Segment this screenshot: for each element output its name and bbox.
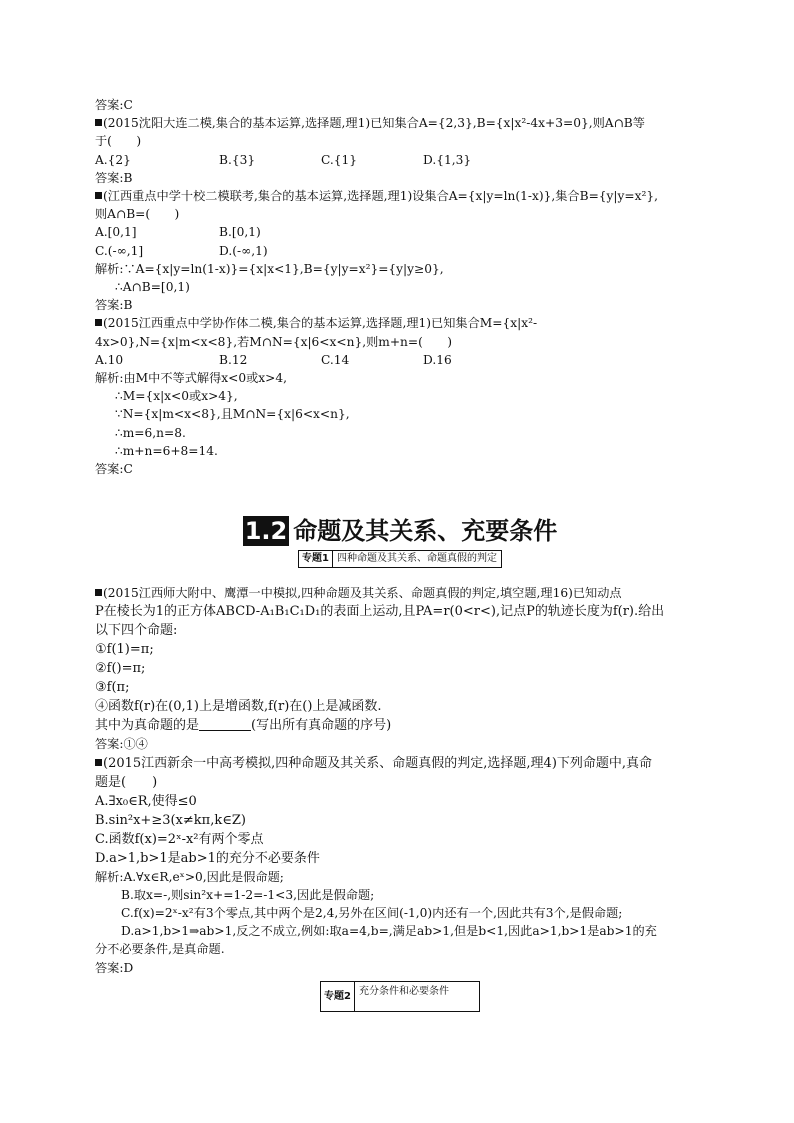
text-line: 答案:C	[95, 462, 133, 477]
q3-options	[95, 351, 705, 369]
text-line: 则A∩B=( )	[95, 207, 180, 222]
text-block-top	[95, 96, 705, 151]
q2-options-row2	[95, 242, 705, 260]
topic1-text: 四种命题及其关系、命题真假的判定	[336, 553, 497, 565]
q1-option-b: B.{3}	[219, 152, 256, 167]
document-page	[95, 96, 705, 1012]
q1-option-c: C.{1}	[321, 152, 358, 167]
q2-options-row1	[95, 223, 705, 241]
q2-option-a: A.[0,1]	[95, 225, 137, 240]
text-line: ∵N={x|m<x<8},且M∩N={x|6<x<n},	[115, 407, 350, 422]
text-line: P在棱长为1的正方体ABCD-A₁B₁C₁D₁的表面上运动,且PA=r(0<r<),记点P的轨迹长度为f(r).给出	[95, 604, 665, 620]
fill-blank-line	[95, 716, 705, 735]
topic1-tag: 专题1	[299, 551, 333, 567]
text-block-f	[95, 735, 705, 976]
text-line: (2015江西新余一中高考模拟,四种命题及其关系、命题真假的判定,选择题,理4)下列命题中,真命	[95, 754, 705, 773]
text-line: 解析:由M中不等式解得x<0或x>4,	[95, 371, 288, 386]
q2-option-c: C.(-∞,1]	[95, 243, 144, 258]
text-line: D.a>1,b>1是ab>1的充分不必要条件	[95, 850, 320, 866]
text-line: D.a>1,b>1⇒ab>1,反之不成立,例如:取a=4,b=,满足ab>1,但是b<1,因此a>1,b>1是ab>1的充	[121, 924, 657, 939]
text-block-b	[95, 169, 705, 224]
q3-option-d: D.16	[423, 352, 452, 367]
fill-blank-prefix: 其中为真命题的是	[95, 718, 200, 734]
text-line: ④函数f(r)在(0,1)上是增函数,f(r)在()上是减函数.	[95, 699, 382, 715]
text-line: ③f(π;	[95, 680, 130, 696]
text-block-c	[95, 260, 705, 351]
q3-option-b: B.12	[219, 352, 248, 367]
topic2-tag: 专题2	[321, 982, 355, 1011]
q1-option-d: D.{1,3}	[423, 152, 472, 167]
q3-option-a: A.10	[95, 352, 124, 367]
text-line: (江西重点中学十校二模联考,集合的基本运算,选择题,理1)设集合A={x|y=ln(1-x)},集合B={y|y=x²},	[95, 187, 705, 205]
text-line: 分不必要条件,是真命题.	[95, 942, 225, 957]
q2-option-d: D.(-∞,1)	[219, 243, 268, 258]
topic1-box	[95, 548, 705, 568]
text-line: 于( )	[95, 134, 142, 149]
text-line: B.取x=-,则sin²x+=1-2=-1<3,因此是假命题;	[121, 887, 375, 902]
text-line: ①f(1)=π;	[95, 642, 154, 658]
q1-option-a: A.{2}	[95, 152, 131, 167]
text-line: 答案:C	[95, 98, 133, 112]
section-heading	[95, 516, 705, 546]
text-line: 4x>0},N={x|m<x<8},若M∩N={x|6<x<n},则m+n=( )	[95, 334, 452, 349]
text-line: 答案:B	[95, 170, 133, 185]
text-line: (2015江西重点中学协作体二模,集合的基本运算,选择题,理1)已知集合M={x|x²-	[95, 314, 705, 332]
text-block-e	[95, 584, 705, 716]
q1-options	[95, 151, 705, 169]
text-line: C.f(x)=2ˣ-x²有3个零点,其中两个是2,4,另外在区间(-1,0)内还有一个,因此共有3个,是假命题;	[121, 906, 623, 921]
topic2-text: 充分条件和必要条件	[358, 985, 449, 997]
section-number: 1.2	[244, 517, 288, 546]
topic2-box	[95, 981, 705, 1012]
text-line: 解析:∵A={x|y=ln(1-x)}={x|x<1},B={y|y=x²}={y|y≥0},	[95, 261, 444, 276]
text-block-d	[95, 369, 705, 478]
text-line: 解析:A.∀x∈R,eˣ>0,因此是假命题;	[95, 869, 284, 884]
text-line: 答案:D	[95, 960, 134, 975]
text-line: ∴m+n=6+8=14.	[115, 443, 218, 458]
section-title: 命题及其关系、充要条件	[293, 517, 558, 546]
text-line: 答案:B	[95, 298, 133, 313]
text-line: A.∃x₀∈R,使得≤0	[95, 793, 197, 809]
text-line: 答案:①④	[95, 737, 148, 752]
text-line: ∴M={x|x<0或x>4},	[115, 389, 238, 404]
text-line: ∴A∩B=[0,1)	[115, 280, 190, 295]
text-line: 题是( )	[95, 774, 158, 790]
text-line: B.sin²x+≥3(x≠kπ,k∈Z)	[95, 812, 246, 828]
text-line: (2015沈阳大连二模,集合的基本运算,选择题,理1)已知集合A={2,3},B={x|x²-4x+3=0},则A∩B等	[95, 114, 705, 132]
text-line: ②f()=π;	[95, 661, 146, 677]
q2-option-b: B.[0,1)	[219, 225, 261, 240]
text-line: 以下四个命题:	[95, 623, 178, 639]
text-line: (2015江西师大附中、鹰潭一中模拟,四种命题及其关系、命题真假的判定,填空题,理16)已知动点	[95, 584, 705, 602]
fill-blank-suffix: (写出所有真命题的序号)	[251, 718, 392, 734]
q3-option-c: C.14	[321, 352, 350, 367]
text-line: ∴m=6,n=8.	[115, 425, 186, 440]
answer-blank	[199, 718, 251, 731]
text-line: C.函数f(x)=2ˣ-x²有两个零点	[95, 831, 264, 847]
